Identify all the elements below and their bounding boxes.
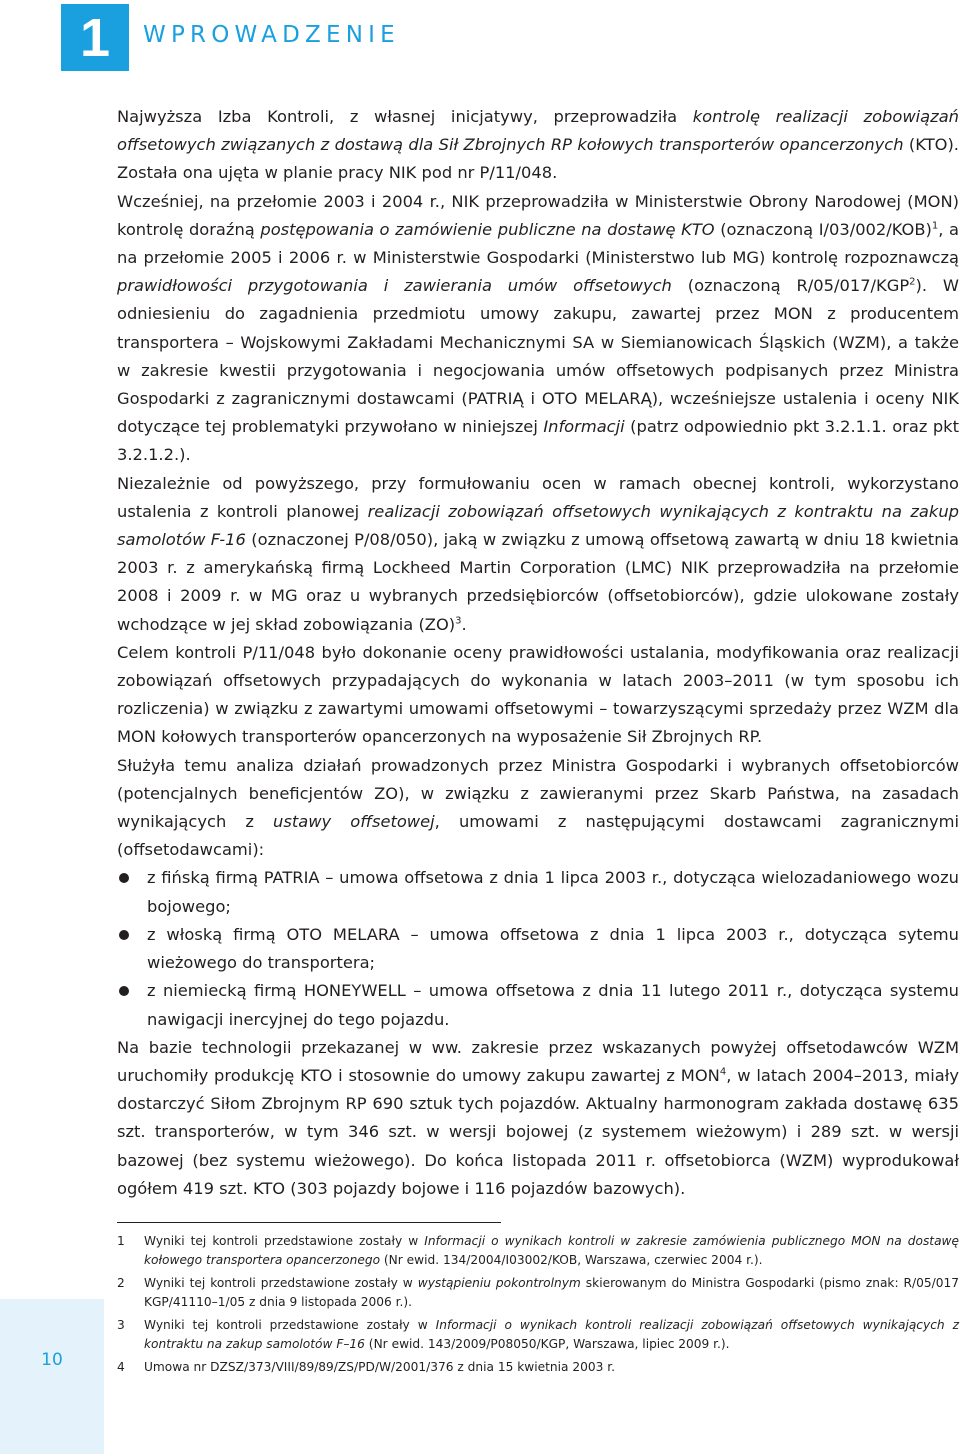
footnote-ref[interactable]: 3: [455, 615, 462, 627]
text-span: Najwyższa Izba Kontroli, z własnej inicjatywy, przeprowadziła: [117, 107, 693, 126]
paragraph-2: [117, 188, 959, 470]
text-span: Wyniki tej kontroli przedstawione zostały w: [144, 1234, 425, 1248]
bullet-icon: [119, 986, 129, 996]
text-span: .: [461, 614, 467, 634]
footnote-2: [117, 1274, 959, 1311]
text-span: , a na przełomie 2005 i 2006 r. w Ministerstwie Gospodarki (Ministerstwo lub MG) kontrolę rozpoznawczą: [117, 219, 960, 268]
text-span: skierowanym do Ministra Gospodarki (pismo znak: R/05/017 KGP/41110–1/05 z dnia 9 listopada 2006 r.).: [144, 1276, 959, 1309]
text-span: Służyła temu analiza działań prowadzonych przez Ministra Gospodarki i wybranych offsetobiorców (potencjalnych beneficjentów ZO), w związku z zawieranymi przez Skarb Państwa, na zasadach wynikających z: [117, 755, 959, 832]
text-span: Na bazie technologii przekazanej w ww. zakresie przez wskazanych powyżej offsetodawców WZM uruchomiły produkcję KTO i stosownie do umowy zakupu zawartej z MON: [117, 1037, 959, 1085]
text-span: , umowami z następującymi dostawcami zagranicznymi (offsetodawcami):: [117, 812, 960, 860]
text-span: Wyniki tej kontroli przedstawione zostały w: [144, 1276, 418, 1290]
footnote-1: [117, 1232, 959, 1269]
footnote-4: [117, 1358, 959, 1377]
chapter-number: 1: [79, 7, 111, 68]
footnote-ref[interactable]: 4: [719, 1066, 727, 1078]
footnote-number: 4: [117, 1360, 125, 1374]
italic-span: kontrolę realizacji zobowiązań offsetowych związanych z dostawą dla Sił Zbrojnych RP kołowych transporterów opancerzonych: [117, 107, 959, 155]
text-span: (oznaczoną I/03/002/KOB): [714, 219, 932, 239]
italic-span: postępowania o zamówienie publiczne na dostawę KTO: [260, 219, 715, 239]
page-number-box: [0, 1299, 104, 1454]
text-span: (oznaczoną R/05/017/KGP: [671, 276, 910, 296]
italic-span: ustawy offsetowej: [273, 812, 435, 832]
list-item: [117, 864, 959, 920]
text-span: Wyniki tej kontroli przedstawione zostały w: [144, 1318, 436, 1332]
chapter-number-box: [61, 4, 129, 71]
paragraph-4: Celem kontroli P/11/048 było dokonanie oceny prawidłowości ustalania, modyfikowania oraz realizacji zobowiązań offsetowych przypadających do wykonania w latach 2003–2011 (w tym sposobu ich rozliczenia) w związku z zawartymi umowami offsetowymi – towarzyszącymi sprzedaży przez WZM dla MON kołowych transporterów opancerzonych na wyposażenie Sił Zbrojnych RP.: [117, 642, 959, 747]
footnote-ref[interactable]: 1: [931, 220, 939, 232]
list-item: [117, 921, 959, 977]
text-span: (patrz odpowiednio pkt 3.2.1.1. oraz pkt 3.2.1.2.).: [117, 417, 959, 465]
footnote-number: 2: [117, 1276, 125, 1290]
footnote-ref[interactable]: 2: [909, 276, 916, 288]
italic-span: Informacji: [543, 417, 625, 437]
list-item-text: z włoską firmą OTO MELARA – umowa offsetowa z dnia 1 lipca 2003 r., dotycząca sytemu wieżowego do transportera;: [147, 924, 959, 973]
text-span: (Nr ewid. 134/2004/I03002/KOB, Warszawa, czerwiec 2004 r.).: [380, 1252, 763, 1267]
list-item-text: z niemiecką firmą HONEYWELL – umowa offsetowa z dnia 11 lutego 2011 r., dotycząca systemu nawigacji inercyjnej do tego pojazdu.: [147, 981, 959, 1029]
page-number: 10: [41, 1350, 63, 1370]
text-span: , w latach 2004–2013, miały dostarczyć Siłom Zbrojnym RP 690 sztuk tych pojazdów. Aktualny harmonogram zakłada dostawę 635 szt. transporterów, w tym 346 szt. w wersji bojowej (z systemem wieżowym) i 289 szt. w wersji bazowej (bez systemu wieżowego). Do końca listopada 2011 r. offsetobiorca (WZM) wyprodukował ogółem 419 szt. KTO (303 pojazdy bojowe i 116 pojazdów bazowych).: [117, 1065, 960, 1198]
text-span: Niezależnie od powyższego, przy formułowaniu ocen w ramach obecnej kontroli, wykorzystano ustalenia z kontroli planowej: [117, 473, 959, 521]
text-span: Umowa nr DZSZ/373/VIII/89/89/ZS/PD/W/2001/376 z dnia 15 kwietnia 2003 r.: [144, 1360, 616, 1374]
footnote-number: 1: [117, 1234, 125, 1248]
footnote-divider: [117, 1222, 501, 1223]
bullet-icon: [119, 930, 129, 940]
main-content: [117, 103, 959, 1203]
italic-span: wystąpieniu pokontrolnym: [417, 1276, 581, 1290]
text-span: (oznaczonej P/08/050), jaką w związku z umową offsetową zawartą w dniu 18 kwietnia 2003 r. z amerykańską firmą Lockheed Martin Corporation (LMC) NIK przeprowadziła na przełomie 2008 i 2009 r. w MG oraz u wybranych przedsiębiorców (offsetobiorców), gdzie ulokowane zostały wchodzące w jej skład zobowiązania (ZO): [117, 530, 960, 634]
italic-span: Informacji o wynikach kontroli w zakresie zamówienia publicznego MON na dostawę kołowego transportera opancerzonego: [144, 1234, 960, 1267]
paragraph-6: [117, 1034, 959, 1203]
footnote-number: 3: [117, 1318, 125, 1332]
italic-span: realizacji zobowiązań offsetowych wynikających z kontraktu na zakup samolotów F-16: [117, 501, 959, 550]
text-span: (KTO). Została ona ujęta w planie pracy NIK pod nr P/11/048.: [117, 135, 959, 183]
paragraph-3: [117, 470, 959, 639]
bullet-icon: [119, 873, 129, 883]
list-item: [117, 977, 959, 1033]
paragraph-5: [117, 752, 959, 865]
text-span: ). W odniesieniu do zagadnienia przedmiotu umowy zakupu, zawartej przez MON z producentem transportera – Wojskowymi Zakładami Mechanicznymi SA w Siemianowicach Śląskich (WZM), a także w zakresie kwestii przygotowania i negocjowania umów offsetowych podpisanych przez Ministra Gospodarki z zagranicznymi dostawcami (PATRIĄ i OTO MELARĄ), wcześniejsze ustalenia i oceny NIK dotyczące tej problematyki przywołano w niniejszej: [117, 276, 960, 437]
bullet-list: [117, 864, 959, 1033]
list-item-text: z fińską firmą PATRIA – umowa offsetowa z dnia 1 lipca 2003 r., dotycząca wielozadaniowego wozu bojowego;: [147, 868, 959, 916]
text-span: (Nr ewid. 143/2009/P08050/KGP, Warszawa, lipiec 2009 r.).: [364, 1336, 730, 1351]
chapter-title: WPROWADZENIE: [143, 22, 400, 48]
italic-span: prawidłowości przygotowania i zawierania umów offsetowych: [117, 276, 672, 296]
italic-span: Informacji o wynikach kontroli realizacji zobowiązań offsetowych wynikających z kontraktu na zakup samolotów F–16: [144, 1318, 959, 1351]
footnotes: [117, 1232, 959, 1382]
text-span: Wcześniej, na przełomie 2003 i 2004 r., NIK przeprowadziła w Ministerstwie Obrony Narodowej (MON) kontrolę doraźną: [117, 191, 959, 239]
paragraph-1: [117, 103, 959, 188]
footnote-3: [117, 1316, 959, 1353]
